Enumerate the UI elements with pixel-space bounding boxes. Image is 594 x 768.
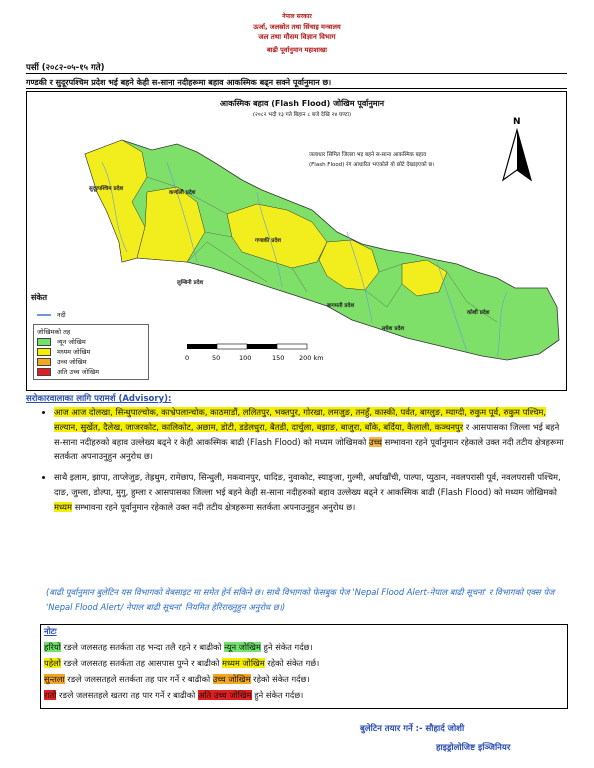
legend-label: मध्यम जोखिम [57, 348, 91, 356]
advisory-text: सम्भावना रहने पूर्वानुमान रहेकाले उक्त नदी तटीय क्षेत्रहरूमा सतर्कता अपनाउनुहुन अनुरोध छ। [54, 436, 564, 462]
legend-swatch [37, 368, 51, 376]
note-text: हुने संकेत गर्दछ। [251, 690, 304, 700]
advisory-heading: सरोकारवालाका लागि परामर्श (Advisory): [26, 394, 172, 404]
place-label: सुदूरपश्चिम प्रदेश [89, 186, 124, 192]
note-row [44, 655, 564, 671]
summary-rule [26, 88, 567, 89]
scale-bar [187, 344, 307, 349]
legend-label: न्यून जोखिम [57, 338, 86, 346]
note-text: रहेको संकेत गर्दछ। [250, 674, 310, 684]
note-risk-label: उच्च जोखिम [212, 674, 251, 684]
map-note [309, 150, 479, 170]
note-row [44, 671, 564, 687]
advisory-body [26, 405, 567, 521]
place-label: मधेश प्रदेश [382, 326, 405, 332]
note-text: रङले जलसतहले सतर्कता तह पार गर्ने र बाढीको [64, 674, 213, 684]
note-risk-label: मध्यम जोखिम [222, 658, 265, 668]
legend-item [37, 357, 145, 367]
legend-heading: जोखिमको तह [37, 328, 71, 336]
advisory-text: साथै इलाम, झापा, ताप्लेजुङ, तेह्रथुम, रामेछाप, सिन्धुली, मकवानपुर, धादिङ, नुवाकोट, स्याङ्जा, गुल्मी, अर्घाखाँची, पाल्पा, प्युठान, नवलपरासी पूर्व, नवलपरासी पश्चिम, दाङ, जुम्ला, डोल्पा, मुगु, हुम्ला र आसपासका जिल्ला भई बहने केही स-साना नदीहरुको बहाव उल्लेख्य बढ्ने र आकस्मिक बाढी (Flash Flood) को मध्यम जोखिमको [54, 472, 561, 497]
division-label: बाढी पूर्वानुमान महाशाखा [266, 46, 328, 54]
place-label: कर्णाली प्रदेश [169, 190, 196, 196]
legend-label: अति उच्च जोखिम [57, 368, 100, 376]
legend-swatch [37, 358, 51, 366]
risk-highlight: उच्च [368, 436, 382, 447]
info-text: (बाढी पूर्वानुमान बुलेटिन यस विभागको वेबसाइट मा समेत हेर्न सकिने छ। साथै विभागको फेसबुक पेज 'Nepal Flood Alert-नेपाल बाढी सूचना' र विभागको एक्स पेज 'Nepal Flood Alert/ नेपाल बाढी सूचना' नियमित हेरिराख्नुहुन अनुरोध छ।) [46, 587, 555, 612]
department-label: जल तथा मौसम विज्ञान विभाग [258, 33, 336, 41]
legend-river [37, 310, 66, 319]
legend-title: संकेत [31, 293, 48, 302]
legend-item [37, 347, 145, 357]
note-text: हुने संकेत गर्दछ। [260, 642, 313, 652]
note-color-label: सुन्तला [44, 674, 65, 684]
place-label: बागमती प्रदेश [327, 303, 355, 309]
map-title: आकस्मिक बहाव (Flash Flood) जोखिम पूर्वानुमान [219, 99, 385, 108]
note-row [44, 639, 564, 655]
advisory-text: र आसपासका जिल्ला भई बहने स-साना नदीहरुको बहाव उल्लेख्य बढ्ने र केही आकस्मिक बाढी (Flash Flood) को मध्यम जोखिमको [54, 421, 560, 447]
legend-label: उच्च जोखिम [57, 358, 87, 366]
map-note-line: जलाधार सिमित जिल्ला भइ बहने स-साना आकस्मिक बहाव [309, 152, 427, 158]
legend-swatch [37, 338, 51, 346]
note-risk-label: न्यून जोखिम [224, 642, 261, 652]
risk-highlight: मध्यम [54, 501, 73, 512]
government-label: नेपाल सरकार [282, 13, 312, 20]
map-note-line: (Flash Flood) रंग आधारित भएकोले यो छोटे देखाइएको छ। [309, 162, 435, 168]
place-label: गण्डकी प्रदेश [255, 238, 282, 244]
note-text: रङले जलसतह सतर्कता तह आसपास पुग्ने र बाढीको [60, 658, 223, 668]
legend-box [33, 324, 149, 380]
scale-label: 0 [185, 354, 190, 362]
preparer-role: हाइड्रोलोजिष्ट इञ्जिनियर [436, 743, 511, 753]
legend-river-label: नदी [57, 311, 66, 319]
scale-label: 200 km [299, 354, 324, 362]
scale-label: 100 [239, 354, 252, 362]
place-label: कोशी प्रदेश [467, 310, 490, 316]
place-label: लुम्बिनी प्रदेश [177, 280, 204, 286]
scale-label: 50 [212, 354, 221, 362]
advisory-districts-highlight: आज आज दोलखा, सिन्धुपाल्चोक, काभ्रेपलान्चोक, काठमाडौं, ललितपुर, भक्तपुर, गोरखा, लमजुङ, तनहुँ, कास्की, पर्वत, बाग्लुङ, म्याग्दी, रुकुम पूर्व, रुकुम पश्चिम, सल्यान, सुर्खेत, दैलेख, जाजरकोट, कालिकोट, अछाम, डोटी, डडेलधुरा, बैतडी, दार्चुला, बझाङ, बाजुरा, बाँके, बर्दिया, कैलाली, कञ्चनपुर [54, 407, 547, 432]
ministry-label: ऊर्जा, जलस्रोत तथा सिंचाइ मन्त्रालय [253, 23, 341, 31]
note-risk-label: अति उच्च जोखिम [197, 690, 252, 700]
note-color-label: रातो [44, 690, 57, 700]
header-rule [26, 73, 567, 74]
legend-swatch [37, 348, 51, 356]
map-subtitle: (२०८२ भदौ १३ गते बिहान ८ बजे देखि २४ घण्टा) [252, 112, 352, 118]
note-text: रङले जलसतहले खतरा तह पार गर्ने र बाढीको [56, 690, 198, 700]
date-line: पर्सी (२०८२-०५-१५ गते) [26, 63, 105, 73]
legend-item [37, 337, 145, 347]
note-box [40, 624, 568, 709]
note-color-label: पहेलो [44, 658, 61, 668]
note-text: रङले जलसतह सतर्कता तह भन्दा तलै रहने र बाढीको [60, 642, 225, 652]
advisory-item [54, 470, 567, 514]
note-row [44, 687, 564, 703]
prepared-by: बुलेटिन तयार गर्ने :- सौहार्द जोशी [360, 724, 465, 734]
legend-item [37, 367, 145, 377]
flash-flood-map [26, 91, 567, 391]
advisory-text: सम्भावना रहने पूर्वानुमान रहेकाले उक्त नदी तटीय क्षेत्रहरूमा सतर्कता अपनाउनुहुन अनुरोध छ। [72, 501, 356, 512]
scale-label: 150 [272, 354, 285, 362]
note-text: रहेको संकेत गर्छ। [264, 658, 320, 668]
advisory-item [54, 405, 567, 464]
note-heading: नोटः [44, 626, 57, 636]
river-line-icon [37, 314, 51, 316]
note-color-label: हरियो [44, 642, 61, 652]
summary-text: गण्डकी र सुदूरपश्चिम प्रदेश भई बहने केही स-साना नदीहरूमा बहाव आकस्मिक बढ्न सक्ने पूर्वानुमान छ। [26, 78, 332, 87]
north-label: N [513, 117, 521, 127]
